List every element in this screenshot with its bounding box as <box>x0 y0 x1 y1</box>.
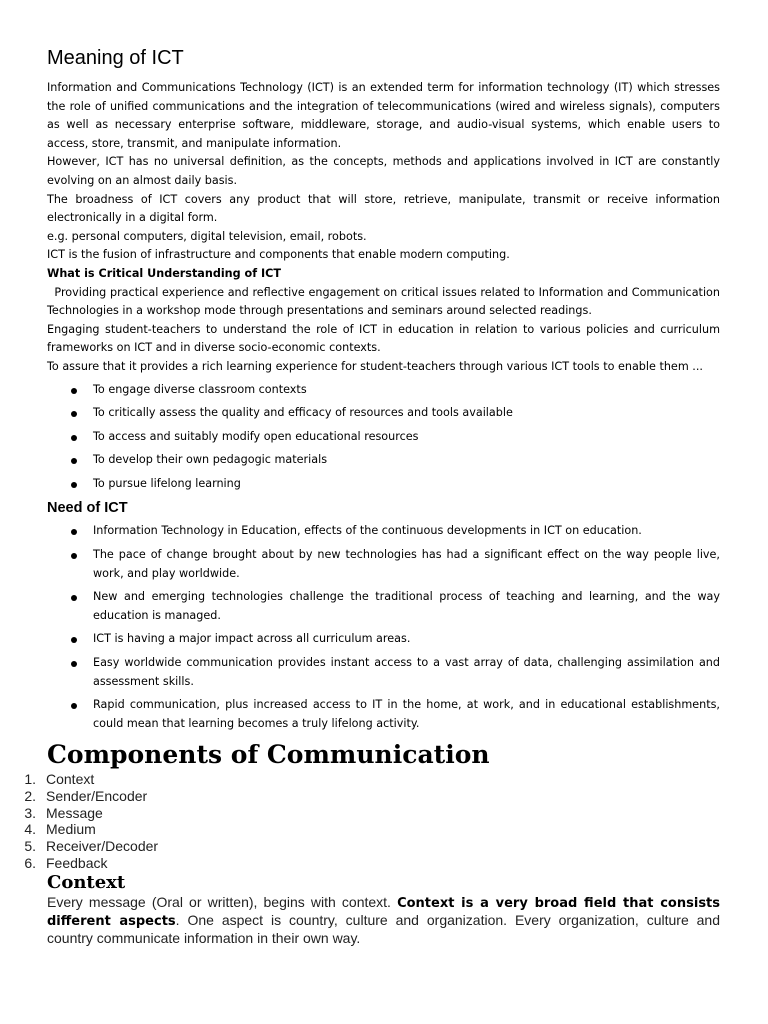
context-paragraph: Every message (Oral or written), begins with context. Context is a very broad field that consists different aspects. One aspect is country, culture and organization. Every organization, culture and country communicate information in their own way. <box>47 894 721 946</box>
critical-paragraph-2: Engaging student-teachers to understand the role of ICT in education in relation to various policies and curriculum frameworks on ICT and in diverse socio-economic contexts. <box>47 322 720 355</box>
bullet-icon <box>71 661 77 667</box>
bullet-icon <box>71 388 77 394</box>
list-item: To engage diverse classroom contexts <box>47 381 720 400</box>
list-item: 5. Receiver/Decoder <box>24 838 159 855</box>
list-item: Rapid communication, plus increased access to IT in the home, at work, and in educational establishments, could mean that learning becomes a truly lifelong activity. <box>47 696 720 733</box>
bullet-icon <box>71 703 77 709</box>
list-item: To pursue lifelong learning <box>47 475 720 494</box>
list-item: To critically assess the quality and efficacy of resources and tools available <box>47 404 720 423</box>
list-item: To access and suitably modify open educational resources <box>47 428 720 447</box>
document-page <box>47 44 724 772</box>
list-item: To develop their own pedagogic materials <box>47 451 720 470</box>
bullet-icon <box>71 411 77 417</box>
need-bullet-list <box>47 522 720 733</box>
list-item: 1. Context <box>24 771 95 787</box>
list-item: 4. Medium <box>24 821 96 838</box>
list-item: 2. Sender/Encoder <box>24 787 148 804</box>
list-item: New and emerging technologies challenge the traditional process of teaching and learning, and the way education is managed. <box>47 588 720 625</box>
bullet-icon <box>71 482 77 488</box>
context-section <box>47 872 720 947</box>
critical-bullet-list <box>47 381 720 494</box>
meaning-paragraph-4: e.g. personal computers, digital television, email, robots. <box>47 229 367 243</box>
meaning-paragraph-2: However, ICT has no universal definition, as the concepts, methods and applications involved in ICT are constantly evolving on an almost daily basis. <box>47 155 720 187</box>
bullet-icon <box>71 458 77 464</box>
bullet-icon <box>71 595 77 601</box>
bullet-icon <box>71 553 77 559</box>
bullet-icon <box>71 529 77 535</box>
list-item: Information Technology in Education, effects of the continuous developments in ICT on education. <box>47 522 720 541</box>
list-item: ICT is having a major impact across all curriculum areas. <box>47 630 720 649</box>
bullet-icon <box>71 637 77 643</box>
bullet-icon <box>71 435 77 441</box>
meaning-paragraph-1: Information and Communications Technology (ICT) is an extended term for information technology (IT) which stresses the role of unified communications and the integration of telecommunications (wired and wireless signals), computers as well as necessary enterprise software, middleware, storage, and audio-visual systems, which enable users to access, store, transmit, and manipulate information. <box>47 81 720 150</box>
critical-heading: What is Critical Understanding of ICT <box>47 266 281 280</box>
meaning-heading: Meaning of ICT <box>47 47 184 69</box>
meaning-paragraph-5: ICT is the fusion of infrastructure and components that enable modern computing. <box>47 248 510 262</box>
list-item: 6. Feedback <box>24 854 108 871</box>
list-item: Easy worldwide communication provides instant access to a vast array of data, challenging assimilation and assessment skills. <box>47 654 720 691</box>
need-heading: Need of ICT <box>47 500 128 517</box>
components-list <box>0 771 720 872</box>
meaning-paragraph-3: The broadness of ICT covers any product that will store, retrieve, manipulate, transmit or receive information electronically in a digital form. <box>47 192 720 225</box>
list-item: The pace of change brought about by new technologies has had a significant effect on the way people live, work, and play worldwide. <box>47 546 720 583</box>
context-heading: Context <box>47 872 126 893</box>
list-item: 3. Message <box>24 804 103 821</box>
components-heading: Components of Communication <box>47 740 490 770</box>
critical-paragraph-1: Providing practical experience and reflective engagement on critical issues related to Information and Communication Technologies in a workshop mode through presentations and seminars around selected readings. <box>47 285 724 318</box>
critical-paragraph-3: To assure that it provides a rich learning experience for student-teachers through various ICT tools to enable them ... <box>47 359 703 373</box>
